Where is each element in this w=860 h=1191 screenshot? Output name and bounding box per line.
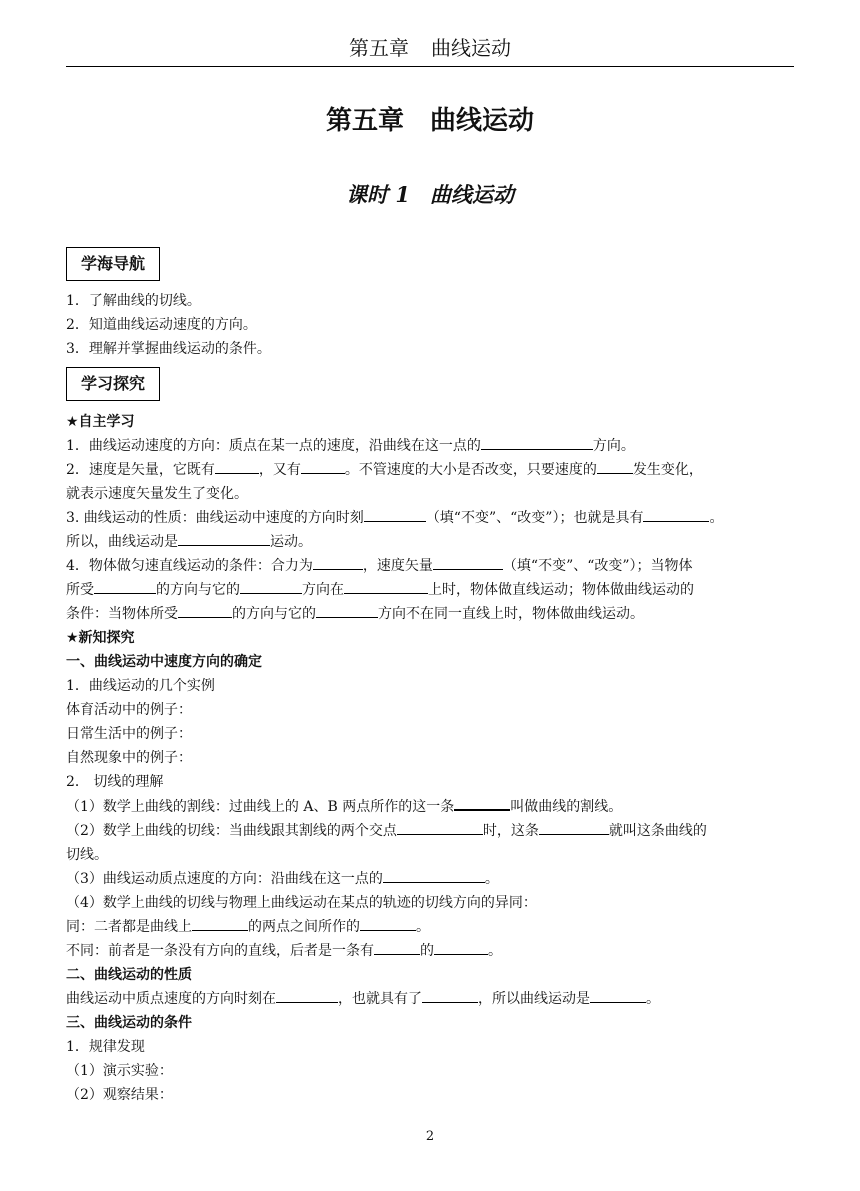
fill-blank[interactable] (364, 506, 426, 522)
self-study-heading: ★自主学习 (66, 414, 135, 430)
fill-blank[interactable] (178, 530, 270, 546)
chapter-name: 曲线运动 (430, 106, 535, 136)
fill-blank[interactable] (276, 987, 338, 1003)
section-1-item-1: 1．曲线运动的几个实例 (66, 678, 215, 694)
lesson-title (0, 180, 860, 210)
header-chapter: 第五章 (349, 36, 409, 60)
tangent-q1: （1）数学上曲线的割线：过曲线上的 A、B 两点所作的这一条 叫做曲线的割线。 (66, 794, 794, 819)
fill-blank[interactable] (344, 578, 428, 594)
section-box-navigation: 学海导航 (66, 247, 160, 281)
fill-blank[interactable] (481, 434, 593, 450)
lesson-number: 课时 1 (346, 182, 410, 207)
objective-item: 2．知道曲线运动速度的方向。 (66, 317, 257, 333)
chapter-title (0, 104, 860, 138)
fill-blank[interactable] (590, 987, 646, 1003)
difference: 不同：前者是一条没有方向的直线，后者是一条有 的 。 (66, 939, 794, 963)
fill-blank[interactable] (597, 458, 633, 474)
fill-blank[interactable] (313, 554, 363, 570)
objective-item: 3．理解并掌握曲线运动的条件。 (66, 341, 271, 357)
fill-blank[interactable] (301, 458, 345, 474)
study-content (66, 410, 794, 1107)
tangent-q4: （4）数学上曲线的切线与物理上曲线运动在某点的轨迹的切线方向的异同： (66, 895, 537, 911)
question-2: 2．速度是矢量，它既有 ，又有 。不管速度的大小是否改变，只要速度的 发生变化， (66, 458, 794, 482)
fill-blank[interactable] (374, 939, 420, 955)
fill-blank[interactable] (360, 915, 416, 931)
section-2-heading: 二、曲线运动的性质 (66, 967, 192, 983)
page-number: 2 (425, 1129, 435, 1144)
lesson-name: 曲线运动 (429, 182, 514, 207)
new-study-heading: ★新知探究 (66, 630, 135, 646)
objective-item: 1．了解曲线的切线。 (66, 293, 201, 309)
running-header (66, 34, 794, 67)
fill-blank[interactable] (433, 554, 503, 570)
fill-blank[interactable] (192, 915, 248, 931)
example-nature: 自然现象中的例子： (66, 750, 192, 766)
section-1-heading: 一、曲线运动中速度方向的确定 (66, 654, 262, 670)
tangent-q2-cont: 切线。 (66, 847, 108, 863)
fill-blank[interactable] (215, 458, 259, 474)
fill-blank[interactable] (454, 794, 510, 811)
example-daily: 日常生活中的例子： (66, 726, 192, 742)
observation-result: （2）观察结果： (66, 1087, 173, 1103)
section-box-study: 学习探究 (66, 367, 160, 401)
example-sports: 体育活动中的例子： (66, 702, 192, 718)
section-3-heading: 三、曲线运动的条件 (66, 1015, 192, 1031)
tangent-q3: （3）曲线运动质点速度的方向：沿曲线在这一点的 。 (66, 867, 794, 891)
fill-blank[interactable] (643, 506, 709, 522)
fill-blank[interactable] (434, 939, 488, 955)
question-4: 4．物体做匀速直线运动的条件：合力为 ，速度矢量 （填“不变”、“改变”）；当物体 (66, 554, 794, 578)
fill-blank[interactable] (94, 578, 156, 594)
question-4-line2: 所受 的方向与它的 方向在 上时，物体做直线运动；物体做曲线运动的 (66, 578, 794, 602)
question-3-cont: 所以，曲线运动是 运动。 (66, 530, 794, 554)
fill-blank[interactable] (178, 602, 232, 618)
question-2-cont: 就表示速度矢量发生了变化。 (66, 486, 248, 502)
header-topic: 曲线运动 (431, 36, 511, 60)
section-3-item-1: 1．规律发现 (66, 1039, 145, 1055)
chapter-number: 第五章 (325, 106, 404, 136)
fill-blank[interactable] (383, 867, 485, 883)
objectives-list (66, 289, 794, 361)
question-4-line3: 条件：当物体所受 的方向与它的 方向不在同一直线上时，物体做曲线运动。 (66, 602, 794, 626)
section-1-item-2: 2． 切线的理解 (66, 774, 164, 790)
demo-experiment: （1）演示实验： (66, 1063, 173, 1079)
fill-blank[interactable] (539, 819, 609, 835)
fill-blank[interactable] (316, 602, 378, 618)
question-1: 1．曲线运动速度的方向：质点在某一点的速度，沿曲线在这一点的 方向。 (66, 434, 794, 458)
fill-blank[interactable] (240, 578, 302, 594)
fill-blank[interactable] (422, 987, 478, 1003)
section-2-text: 曲线运动中质点速度的方向时刻在 ，也就具有了 ，所以曲线运动是 。 (66, 987, 794, 1011)
question-3: 3. 曲线运动的性质：曲线运动中速度的方向时刻 （填“不变”、“改变”）；也就是具有 。 (66, 506, 794, 530)
similarity: 同：二者都是曲线上 的两点之间所作的 。 (66, 915, 794, 939)
tangent-q2: （2）数学上曲线的切线：当曲线跟其割线的两个交点 时，这条 就叫这条曲线的 (66, 819, 794, 843)
fill-blank[interactable] (397, 819, 483, 835)
